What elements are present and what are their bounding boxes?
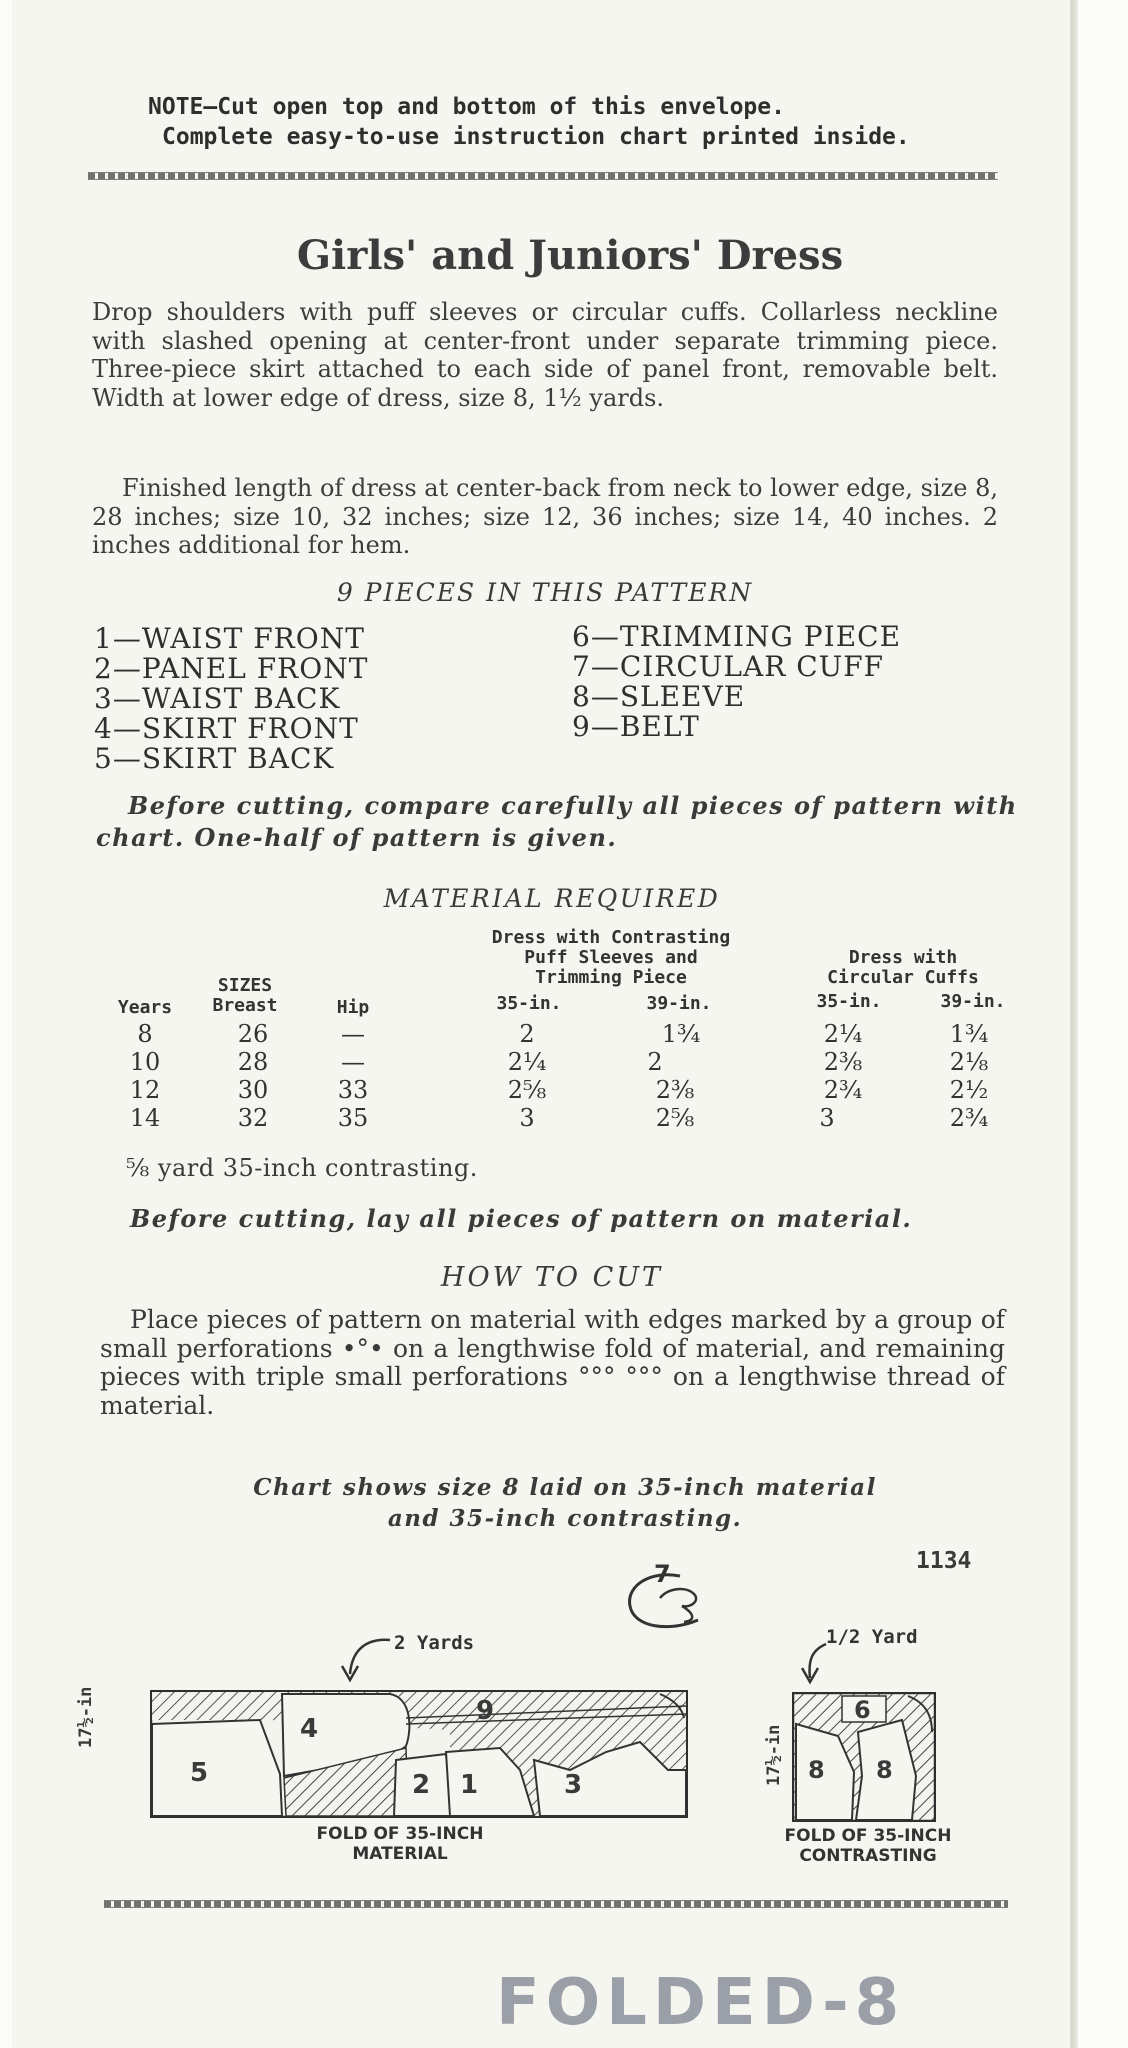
how-to-cut-heading: HOW TO CUT [440,1262,664,1293]
right-caption-line-1: FOLD OF 35-INCH [784,1826,952,1846]
piece-label-4: 4 [300,1714,319,1744]
col-35in-a: 35-in. [496,993,562,1014]
left-diagram-caption [250,1824,550,1864]
piece-item: 7—CIRCULAR CUFF [572,650,885,683]
table-cell: 2¼ [507,1048,547,1076]
group2-line2: Circular Cuffs [827,967,979,988]
table-cell: 2 [647,1048,663,1076]
left-yardage-label: 2 Yards [394,1632,475,1654]
table-cell: 2⅝ [655,1104,695,1132]
table-cell: 30 [237,1076,269,1104]
pieces-list-right [572,622,901,742]
piece-item: 2—PANEL FRONT [94,652,369,685]
bottom-divider [104,1900,1008,1908]
piece-label-1: 1 [460,1770,479,1800]
chart-note-line-1: Chart shows size 8 laid on 35-inch material [253,1474,877,1501]
table-cell: 1¾ [949,1020,989,1048]
table-cell: 3 [819,1104,835,1132]
contrasting-layout-diagram [792,1692,936,1822]
group1-line1: Dress with Contrasting [491,927,731,948]
table-cell: — [341,1048,365,1076]
pieces-heading: 9 PIECES IN THIS PATTERN [336,578,754,607]
piece-item: 8—SLEEVE [572,680,746,713]
logo-number: 7 [654,1560,671,1588]
finished-length-paragraph: Finished length of dress at center-back from neck to lower edge, size 8, 28 inches; size 10, 32 inches; size 12, 36 inches; size 14, 40 inches. 2 inches additional for hem. [92,474,998,559]
right-width-label: 17½-in [764,1724,784,1786]
col-39in-a: 39-in. [646,993,712,1014]
piece-item: 6—TRIMMING PIECE [572,620,902,653]
compare-note-line-1: Before cutting, compare carefully all pieces of pattern with [128,791,1018,820]
group1-line2: Puff Sleeves and [524,947,698,968]
piece-item: 9—BELT [572,710,700,743]
table-cell: 26 [237,1020,269,1048]
col-breast: Breast [212,995,278,1016]
table-cell: 10 [129,1048,161,1076]
lay-note: Before cutting, lay all pieces of pattern on material. [130,1204,913,1233]
piece-item: 1—WAIST FRONT [94,622,365,655]
sizes-label: SIZES [217,975,273,996]
chart-note-line-2: and 35-inch contrasting. [387,1505,743,1532]
material-heading: MATERIAL REQUIRED [383,884,721,913]
contrasting-note: ⅝ yard 35-inch contrasting. [126,1154,478,1182]
pattern-title: Girls' and Juniors' Dress [296,232,844,279]
compare-note [96,790,1018,854]
left-caption-line-2: MATERIAL [352,1844,448,1864]
piece-label-8b: 8 [876,1756,893,1784]
table-cell: 2½ [949,1076,989,1104]
table-cell: 14 [129,1104,161,1132]
table-cell: 8 [137,1020,153,1048]
piece-label-3: 3 [564,1770,583,1800]
right-diagram-caption [758,1826,978,1866]
pieces-list-left [94,624,368,774]
pattern-number: 1134 [916,1548,972,1574]
piece-item: 5—SKIRT BACK [94,742,335,775]
piece-label-9: 9 [476,1696,495,1726]
piece-label-6: 6 [854,1696,871,1724]
piece-item: 3—WAIST BACK [94,682,341,715]
group-cuffs-header [808,948,998,988]
col-35in-b: 35-in. [816,991,882,1012]
how-to-cut-text: Place pieces of pattern on material with edges marked by a group of small perforations •°• on a lengthwise fold of material, and remaining pieces with triple small perforations °°° °°° on a lengthwise thread of material. [100,1305,1005,1420]
table-cell: 2⅛ [949,1048,989,1076]
piece-item: 4—SKIRT FRONT [94,712,359,745]
group1-line3: Trimming Piece [535,967,687,988]
table-cell: 2¼ [823,1020,863,1048]
folded-stamp: FOLDED-8 [496,1966,906,2040]
table-cell: 3 [519,1104,535,1132]
table-cell: 1¾ [661,1020,701,1048]
right-yardage-label: 1/2 Yard [826,1626,918,1648]
table-cell: — [341,1020,365,1048]
piece-label-5: 5 [190,1758,209,1788]
left-caption-line-1: FOLD OF 35-INCH [316,1824,484,1844]
table-cell: 2 [519,1020,535,1048]
table-cell: 12 [129,1076,161,1104]
table-cell: 32 [237,1104,269,1132]
left-width-label: 17½-in [76,1686,96,1748]
table-cell: 28 [237,1048,269,1076]
right-caption-line-2: CONTRASTING [799,1846,937,1866]
top-divider [88,172,998,180]
envelope-note [148,92,948,152]
piece-label-8a: 8 [808,1756,825,1784]
description-paragraph: Drop shoulders with puff sleeves or circular cuffs. Collarless neckline with slashed opening at center-front under separate trimming piece. Three-piece skirt attached to each side of panel front, removable belt. Width at lower edge of dress, size 8, 1½ yards. [92,298,998,412]
table-cell: 35 [337,1104,369,1132]
compare-note-line-2: chart. One-half of pattern is given. [96,823,618,852]
table-cell: 2⅜ [823,1048,863,1076]
left-yardage-arrow-icon [336,1630,396,1690]
table-cell: 2¾ [823,1076,863,1104]
logo-mark [620,1562,730,1640]
note-line-2: Complete easy-to-use instruction chart printed inside. [162,124,910,150]
table-cell: 2⅜ [655,1076,695,1104]
col-39in-b: 39-in. [940,991,1006,1012]
piece-label-2: 2 [412,1770,431,1800]
col-years: Years [117,997,173,1018]
logo-mark-icon [620,1562,730,1640]
group-contrasting-header [466,928,756,988]
note-line-1: NOTE—Cut open top and bottom of this envelope. [148,94,785,120]
right-yardage-arrow-icon [796,1636,832,1692]
material-layout-diagram [150,1690,688,1818]
table-cell: 2¾ [949,1104,989,1132]
table-cell: 33 [337,1076,369,1104]
group2-line1: Dress with [848,947,958,968]
chart-note [200,1472,930,1534]
col-hip: Hip [336,997,370,1018]
table-cell: 2⅝ [507,1076,547,1104]
